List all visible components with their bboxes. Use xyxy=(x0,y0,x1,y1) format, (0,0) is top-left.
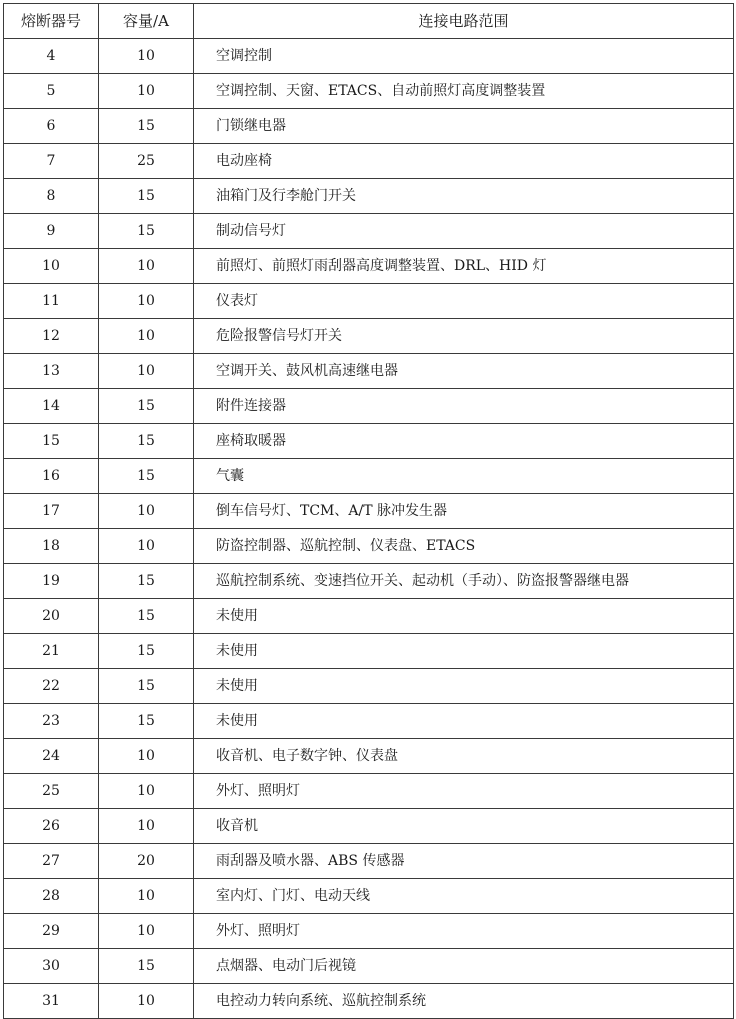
table-row xyxy=(4,704,734,739)
fuse-number-cell: 6 xyxy=(4,109,99,144)
fuse-number-cell: 11 xyxy=(4,284,99,319)
capacity-cell: 10 xyxy=(99,879,194,914)
capacity-cell: 10 xyxy=(99,774,194,809)
table-row xyxy=(4,39,734,74)
fuse-number-cell: 8 xyxy=(4,179,99,214)
circuit-cell: 未使用 xyxy=(194,669,734,704)
capacity-cell: 15 xyxy=(99,389,194,424)
capacity-cell: 10 xyxy=(99,249,194,284)
fuse-number-cell: 23 xyxy=(4,704,99,739)
table-row xyxy=(4,949,734,984)
circuit-cell: 电动座椅 xyxy=(194,144,734,179)
circuit-cell: 制动信号灯 xyxy=(194,214,734,249)
table-row xyxy=(4,179,734,214)
capacity-cell: 15 xyxy=(99,424,194,459)
table-row xyxy=(4,319,734,354)
table-row xyxy=(4,774,734,809)
table-row xyxy=(4,809,734,844)
circuit-cell: 外灯、照明灯 xyxy=(194,774,734,809)
capacity-cell: 15 xyxy=(99,704,194,739)
circuit-cell: 门锁继电器 xyxy=(194,109,734,144)
table-row xyxy=(4,249,734,284)
table-row xyxy=(4,354,734,389)
table-row xyxy=(4,74,734,109)
circuit-cell: 油箱门及行李舱门开关 xyxy=(194,179,734,214)
fuse-number-cell: 12 xyxy=(4,319,99,354)
capacity-cell: 10 xyxy=(99,354,194,389)
fuse-number-cell: 31 xyxy=(4,984,99,1019)
table-row xyxy=(4,669,734,704)
table-row xyxy=(4,599,734,634)
capacity-cell: 10 xyxy=(99,914,194,949)
fuse-number-cell: 30 xyxy=(4,949,99,984)
fuse-number-cell: 29 xyxy=(4,914,99,949)
capacity-cell: 20 xyxy=(99,844,194,879)
capacity-cell: 10 xyxy=(99,529,194,564)
fuse-number-cell: 18 xyxy=(4,529,99,564)
circuit-cell: 点烟器、电动门后视镜 xyxy=(194,949,734,984)
capacity-cell: 15 xyxy=(99,109,194,144)
capacity-cell: 15 xyxy=(99,599,194,634)
capacity-cell: 15 xyxy=(99,634,194,669)
fuse-number-cell: 10 xyxy=(4,249,99,284)
capacity-cell: 10 xyxy=(99,739,194,774)
circuit-cell: 未使用 xyxy=(194,599,734,634)
table-row xyxy=(4,424,734,459)
capacity-cell: 15 xyxy=(99,459,194,494)
fuse-number-cell: 14 xyxy=(4,389,99,424)
fuse-number-cell: 20 xyxy=(4,599,99,634)
fuse-number-cell: 17 xyxy=(4,494,99,529)
fuse-number-cell: 27 xyxy=(4,844,99,879)
circuit-cell: 空调控制 xyxy=(194,39,734,74)
fuse-number-cell: 5 xyxy=(4,74,99,109)
table-row xyxy=(4,389,734,424)
circuit-cell: 收音机、电子数字钟、仪表盘 xyxy=(194,739,734,774)
header-capacity: 容量/A xyxy=(99,4,194,39)
table-row xyxy=(4,214,734,249)
fuse-number-cell: 25 xyxy=(4,774,99,809)
circuit-cell: 室内灯、门灯、电动天线 xyxy=(194,879,734,914)
circuit-cell: 气囊 xyxy=(194,459,734,494)
capacity-cell: 10 xyxy=(99,319,194,354)
table-body xyxy=(4,39,734,1019)
table-row xyxy=(4,459,734,494)
capacity-cell: 15 xyxy=(99,669,194,704)
table-row xyxy=(4,879,734,914)
table-row xyxy=(4,529,734,564)
circuit-cell: 未使用 xyxy=(194,704,734,739)
circuit-cell: 收音机 xyxy=(194,809,734,844)
header-circuit-range: 连接电路范围 xyxy=(194,4,734,39)
fuse-number-cell: 19 xyxy=(4,564,99,599)
capacity-cell: 10 xyxy=(99,494,194,529)
table-row xyxy=(4,634,734,669)
fuse-number-cell: 21 xyxy=(4,634,99,669)
table-row xyxy=(4,564,734,599)
circuit-cell: 仪表灯 xyxy=(194,284,734,319)
capacity-cell: 10 xyxy=(99,74,194,109)
fuse-number-cell: 16 xyxy=(4,459,99,494)
table-row xyxy=(4,739,734,774)
fuse-number-cell: 26 xyxy=(4,809,99,844)
circuit-cell: 前照灯、前照灯雨刮器高度调整装置、DRL、HID 灯 xyxy=(194,249,734,284)
capacity-cell: 15 xyxy=(99,214,194,249)
capacity-cell: 25 xyxy=(99,144,194,179)
table-row xyxy=(4,844,734,879)
circuit-cell: 防盗控制器、巡航控制、仪表盘、ETACS xyxy=(194,529,734,564)
table-row xyxy=(4,284,734,319)
circuit-cell: 空调控制、天窗、ETACS、自动前照灯高度调整装置 xyxy=(194,74,734,109)
circuit-cell: 未使用 xyxy=(194,634,734,669)
circuit-cell: 危险报警信号灯开关 xyxy=(194,319,734,354)
table-row xyxy=(4,984,734,1019)
circuit-cell: 雨刮器及喷水器、ABS 传感器 xyxy=(194,844,734,879)
capacity-cell: 10 xyxy=(99,39,194,74)
fuse-table xyxy=(3,3,734,1019)
table-row xyxy=(4,144,734,179)
capacity-cell: 15 xyxy=(99,564,194,599)
capacity-cell: 10 xyxy=(99,284,194,319)
capacity-cell: 10 xyxy=(99,809,194,844)
circuit-cell: 倒车信号灯、TCM、A/T 脉冲发生器 xyxy=(194,494,734,529)
table-row xyxy=(4,914,734,949)
fuse-number-cell: 15 xyxy=(4,424,99,459)
table-header-row xyxy=(4,4,734,39)
circuit-cell: 巡航控制系统、变速挡位开关、起动机（手动）、防盗报警器继电器 xyxy=(194,564,734,599)
capacity-cell: 10 xyxy=(99,984,194,1019)
fuse-number-cell: 9 xyxy=(4,214,99,249)
capacity-cell: 15 xyxy=(99,179,194,214)
table-row xyxy=(4,494,734,529)
fuse-number-cell: 22 xyxy=(4,669,99,704)
fuse-number-cell: 24 xyxy=(4,739,99,774)
header-fuse-number: 熔断器号 xyxy=(4,4,99,39)
circuit-cell: 座椅取暖器 xyxy=(194,424,734,459)
circuit-cell: 空调开关、鼓风机高速继电器 xyxy=(194,354,734,389)
fuse-number-cell: 28 xyxy=(4,879,99,914)
circuit-cell: 外灯、照明灯 xyxy=(194,914,734,949)
capacity-cell: 15 xyxy=(99,949,194,984)
fuse-number-cell: 4 xyxy=(4,39,99,74)
circuit-cell: 电控动力转向系统、巡航控制系统 xyxy=(194,984,734,1019)
fuse-number-cell: 7 xyxy=(4,144,99,179)
table-row xyxy=(4,109,734,144)
circuit-cell: 附件连接器 xyxy=(194,389,734,424)
fuse-number-cell: 13 xyxy=(4,354,99,389)
